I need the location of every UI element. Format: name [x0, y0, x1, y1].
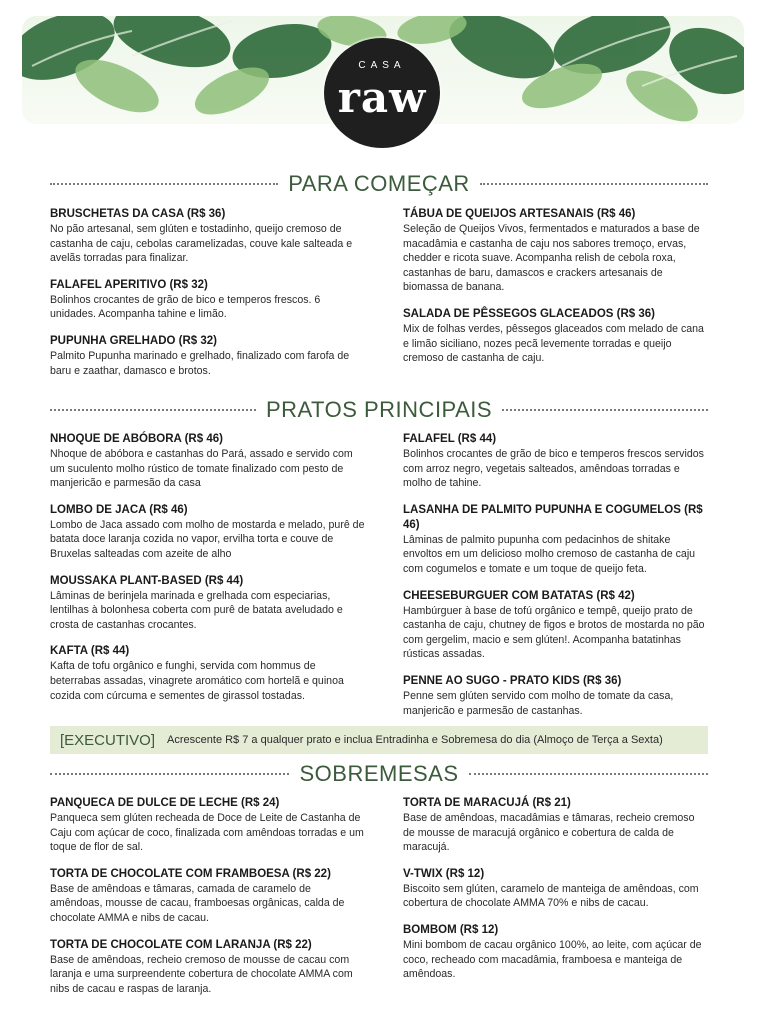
menu-item [50, 867, 366, 926]
menu-item-title: BRUSCHETAS DA CASA (R$ 36) [50, 208, 226, 220]
menu-item [403, 207, 709, 295]
menu-item [50, 644, 366, 703]
menu-item [50, 278, 366, 322]
menu-item-title: TORTA DE CHOCOLATE COM FRAMBOESA (R$ 22) [50, 867, 331, 880]
menu-item-description: Base de amêndoas, macadâmias e tâmaras, recheio cremoso de mousse de maracujá orgânico e cobertura de calda de maracujá. [403, 812, 695, 854]
menu-item-title: NHOQUE DE ABÓBORA (R$ 46) [50, 433, 223, 445]
section-title-desserts [50, 759, 708, 789]
brand-main-text: raw [337, 73, 427, 122]
menu-item-title: PENNE AO SUGO - PRATO KIDS (R$ 36) [403, 674, 622, 687]
menu-item-description: Lombo de Jaca assado com molho de mostarda e melado, purê de batata doce laranja cozida no vapor, ervilha torta e couve de Bruxelas salteadas com azeite de alho [50, 518, 365, 560]
mains-right-column [403, 432, 709, 730]
menu-item [403, 923, 709, 982]
menu-item-description: Palmito Pupunha marinado e grelhado, finalizado com farofa de baru e zaathar, damasco e brotos. [50, 349, 350, 377]
divider [50, 773, 289, 775]
menu-item [50, 503, 366, 562]
menu-item [50, 938, 366, 997]
menu-item [403, 674, 709, 718]
menu-item [50, 796, 366, 855]
menu-item-title: PUPUNHA GRELHADO (R$ 32) [50, 334, 217, 347]
menu-item-title: FALAFEL APERITIVO (R$ 32) [50, 278, 208, 291]
menu-item-description: Biscoito sem glúten, caramelo de manteiga de amêndoas, com cobertura de chocolate AMMA 70% e nibs de cacau. [403, 882, 699, 910]
menu-item-description: Mini bombom de cacau orgânico 100%, ao leite, com açúcar de coco, recheado com macadâmia, framboesa e manteiga de amêndoas. [403, 938, 702, 981]
desserts-left-column [50, 796, 366, 1008]
menu-item-description: Bolinhos crocantes de grão de bico e temperos frescos servidos com arroz negro, vegetais salteados, amêndoas torradas e molho de tahine. [403, 448, 704, 490]
menu-item [403, 432, 709, 491]
menu-item-description: Kafta de tofu orgânico e funghi, servida com hommus de beterrabas assadas, vinagrete aromático com hortelã e quinoa cozida com cúrcuma e sementes de girassol tostadas. [50, 660, 344, 702]
menu-item-description: Nhoque de abóbora e castanhas do Pará, assado e servido com um suculento molho rústico de tomate finalizado com pesto de manjericão e parmesão da casa [50, 448, 353, 490]
divider [50, 409, 256, 411]
menu-item-title: LOMBO DE JACA (R$ 46) [50, 503, 188, 516]
section-title-starters [50, 169, 708, 199]
menu-item [403, 503, 709, 577]
desserts-right-column [403, 796, 709, 994]
menu-item-title: MOUSSAKA PLANT-BASED (R$ 44) [50, 574, 244, 587]
divider [502, 409, 708, 411]
menu-item [403, 307, 709, 366]
section-title-mains [50, 395, 708, 425]
menu-item-description: Lâminas de palmito pupunha com pedacinhos de shitake envoltos em um delicioso molho cremoso de castanha de caju com cogumelos e tomate e um toque de queijo feta. [403, 533, 696, 575]
executive-label: [EXECUTIVO] [60, 731, 156, 749]
section-heading: SOBREMESAS [299, 761, 459, 786]
menu-item-description: Panqueca sem glúten recheada de Doce de Leite de Castanha de Caju com açúcar de coco, finalizada com amêndoas torradas e um toque de flor de sal. [50, 812, 364, 854]
menu-item-title: FALAFEL (R$ 44) [403, 433, 497, 445]
menu-item-title: TORTA DE MARACUJÁ (R$ 21) [403, 797, 571, 809]
section-heading: PARA COMEÇAR [288, 171, 470, 196]
menu-item-description: Lâminas de berinjela marinada e grelhada com especiarias, lentilhas à bolonhesa coberta com purê de batata aveludado e crosta de castanhas crocantes. [50, 589, 343, 631]
menu-item-description: Bolinhos crocantes de grão de bico e temperos frescos. 6 unidades. Acompanha tahine e limão. [50, 293, 321, 321]
starters-left-column [50, 207, 366, 390]
executive-text: Acrescente R$ 7 a qualquer prato e inclua Entradinha e Sobremesa do dia (Almoço de Terça a Sexta) [167, 734, 663, 746]
brand-logo [324, 38, 440, 148]
menu-item-description: Base de amêndoas e tâmaras, camada de caramelo de amêndoas, mousse de cacau, framboesas orgânicas, calda de chocolate AMMA e nibs de cacau. [50, 882, 345, 924]
menu-item [50, 334, 366, 378]
menu-item-description: Mix de folhas verdes, pêssegos glaceados com melado de cana e limão siciliano, nozes pecã levemente torradas e queijo cremoso de castanha de caju. [403, 322, 704, 365]
menu-item [50, 574, 366, 633]
divider [50, 183, 278, 185]
menu-item-description: Base de amêndoas, recheio cremoso de mousse de cacau com laranja e uma surpreendente cobertura de chocolate AMMA com nibs de cacau e raspas de laranja. [50, 953, 353, 995]
menu-item-title: KAFTA (R$ 44) [50, 645, 130, 658]
menu-item-description: Penne sem glúten servido com molho de tomate da casa, manjericão e parmesão de castanhas. [403, 689, 674, 717]
executive-banner [50, 726, 708, 754]
menu-item-title: SALADA DE PÊSSEGOS GLACEADOS (R$ 36) [403, 307, 655, 320]
section-heading: PRATOS PRINCIPAIS [265, 397, 493, 422]
starters-right-column [403, 207, 709, 378]
divider [480, 183, 708, 185]
menu-item-title: V-TWIX (R$ 12) [403, 867, 485, 880]
menu-item [403, 589, 709, 662]
menu-item [50, 432, 366, 491]
menu-item-description: No pão artesanal, sem glúten e tostadinho, queijo cremoso de castanha de caju, cebolas caramelizadas, couve kale salteada e avelãs torradas para finalizar. [50, 223, 353, 265]
menu-item-title: PANQUECA DE DULCE DE LECHE (R$ 24) [50, 797, 280, 809]
mains-left-column [50, 432, 366, 715]
menu-item-title: LASANHA DE PALMITO PUPUNHA E COGUMELOS (R$ 46) [403, 503, 703, 531]
menu-item-title: BOMBOM (R$ 12) [403, 923, 499, 936]
menu-item-title: CHEESEBURGUER COM BATATAS (R$ 42) [403, 589, 635, 602]
divider [469, 773, 708, 775]
menu-item [403, 867, 709, 911]
menu-item [403, 796, 709, 855]
menu-item-title: TÁBUA DE QUEIJOS ARTESANAIS (R$ 46) [403, 208, 636, 220]
menu-item-description: Hambúrguer à base de tofú orgânico e tempê, queijo prato de castanha de caju, chutney de figos e brotos de mostarda no pão com gergelim, macio e sem glúten!. Acompanha batatinhas rústicas assadas. [403, 604, 705, 661]
menu-item-title: TORTA DE CHOCOLATE COM LARANJA (R$ 22) [50, 938, 312, 951]
menu-item-description: Seleção de Queijos Vivos, fermentados e maturados a base de macadâmia e castanha de caju nos sabores tremoço, ervas, chedder e ricota suave. Acompanha relish de cebola roxa, castanhas de baru, damascos e crackers artesanais de biomassa de banana. [403, 223, 700, 294]
menu-item [50, 207, 366, 266]
brand-small-text: CASA [358, 60, 406, 71]
